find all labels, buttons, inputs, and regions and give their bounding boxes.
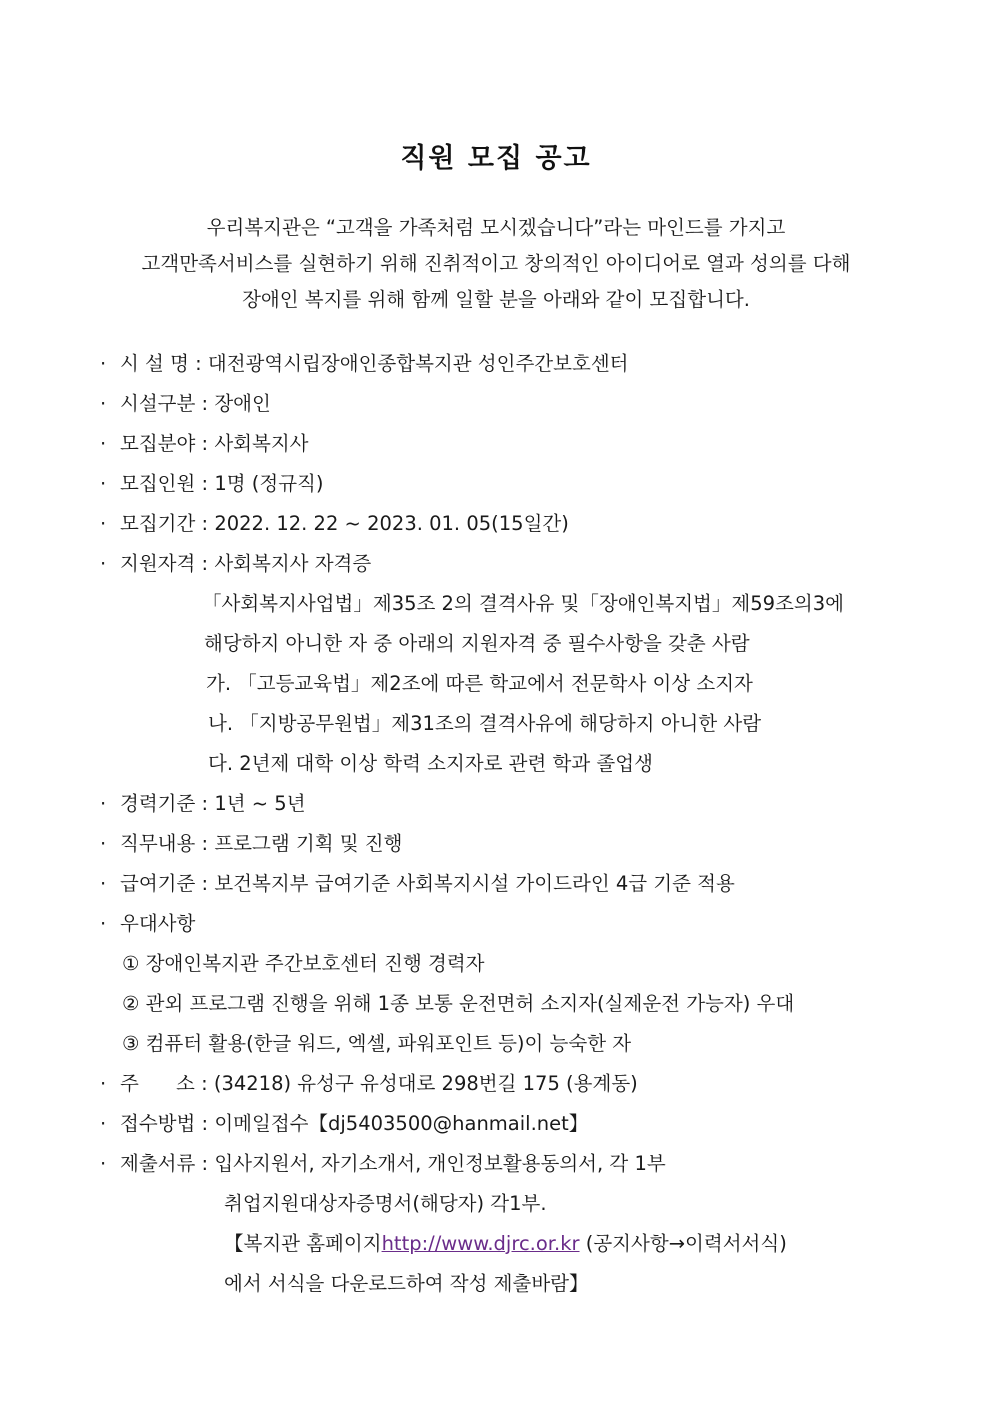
bullet-icon: · [100, 1072, 107, 1095]
list-item-field: · 모집분야 : 사회복지사 [100, 432, 309, 455]
qualification-detail-3: 가. 「고등교육법」제2조에 따른 학교에서 전문학사 이상 소지자 [206, 672, 753, 695]
preference-3: ③ 컴퓨터 활용(한글 워드, 엑셀, 파워포인트 등)이 능숙한 자 [122, 1032, 632, 1055]
qualification-detail-2: 해당하지 아니한 자 중 아래의 지원자격 중 필수사항을 갖춘 사람 [204, 632, 750, 655]
bullet-icon: · [100, 912, 107, 935]
list-item-salary: · 급여기준 : 보건복지부 급여기준 사회복지시설 가이드라인 4급 기준 적용 [100, 872, 735, 895]
intro-line-2: 고객만족서비스를 실현하기 위해 진취적이고 창의적인 아이디어로 열과 성의를 다해 [141, 252, 851, 275]
homepage-line: 【복지관 홈페이지http://www.djrc.or.kr (공지사항→이력서서식) [224, 1232, 787, 1255]
list-item-documents: · 제출서류 : 입사지원서, 자기소개서, 개인정보활용동의서, 각 1부 [100, 1152, 666, 1175]
bullet-icon: · [100, 392, 107, 415]
list-item-period: · 모집기간 : 2022. 12. 22 ~ 2023. 01. 05(15일간) [100, 512, 569, 535]
bullet-icon: · [100, 1112, 107, 1135]
list-item-facility-type: · 시설구분 : 장애인 [100, 392, 271, 415]
list-item-application: · 접수방법 : 이메일접수【dj5403500@hanmail.net】 [100, 1112, 589, 1135]
list-item-headcount: · 모집인원 : 1명 (정규직) [100, 472, 324, 495]
bullet-icon: · [100, 872, 107, 895]
bullet-icon: · [100, 512, 107, 535]
qualification-detail-1: 「사회복지사업법」제35조 2의 결격사유 및「장애인복지법」제59조의3에 [202, 592, 844, 615]
bullet-icon: · [100, 432, 107, 455]
homepage-end-line: 에서 서식을 다운로드하여 작성 제출바람】 [224, 1272, 589, 1295]
bullet-icon: · [100, 472, 107, 495]
documents-extra: 취업지원대상자증명서(해당자) 각1부. [224, 1192, 547, 1215]
list-item-address: · 주 소 : (34218) 유성구 유성대로 298번길 175 (용계동) [100, 1072, 638, 1095]
list-item-experience: · 경력기준 : 1년 ~ 5년 [100, 792, 306, 815]
homepage-link[interactable]: http://www.djrc.or.kr [381, 1232, 580, 1255]
preference-1: ① 장애인복지관 주간보호센터 진행 경력자 [122, 952, 485, 975]
list-item-facility-name: · 시 설 명 : 대전광역시립장애인종합복지관 성인주간보호센터 [100, 352, 629, 375]
qualification-detail-5: 다. 2년제 대학 이상 학력 소지자로 관련 학과 졸업생 [208, 752, 653, 775]
page-title: 직원 모집 공고 [400, 143, 592, 174]
bullet-icon: · [100, 832, 107, 855]
bullet-icon: · [100, 552, 107, 575]
list-item-qualification: · 지원자격 : 사회복지사 자격증 [100, 552, 372, 575]
qualification-detail-4: 나. 「지방공무원법」제31조의 결격사유에 해당하지 아니한 사람 [208, 712, 762, 735]
intro-line-1: 우리복지관은 “고객을 가족처럼 모시겠습니다”라는 마인드를 가지고 [206, 216, 786, 239]
list-item-preferences: · 우대사항 [100, 912, 196, 935]
bullet-icon: · [100, 792, 107, 815]
list-item-duties: · 직무내용 : 프로그램 기획 및 진행 [100, 832, 403, 855]
preference-2: ② 관외 프로그램 진행을 위해 1종 보통 운전면허 소지자(실제운전 가능자) 우대 [122, 992, 795, 1015]
bullet-icon: · [100, 1152, 107, 1175]
bullet-icon: · [100, 352, 107, 375]
intro-line-3: 장애인 복지를 위해 함께 일할 분을 아래와 같이 모집합니다. [242, 288, 750, 311]
